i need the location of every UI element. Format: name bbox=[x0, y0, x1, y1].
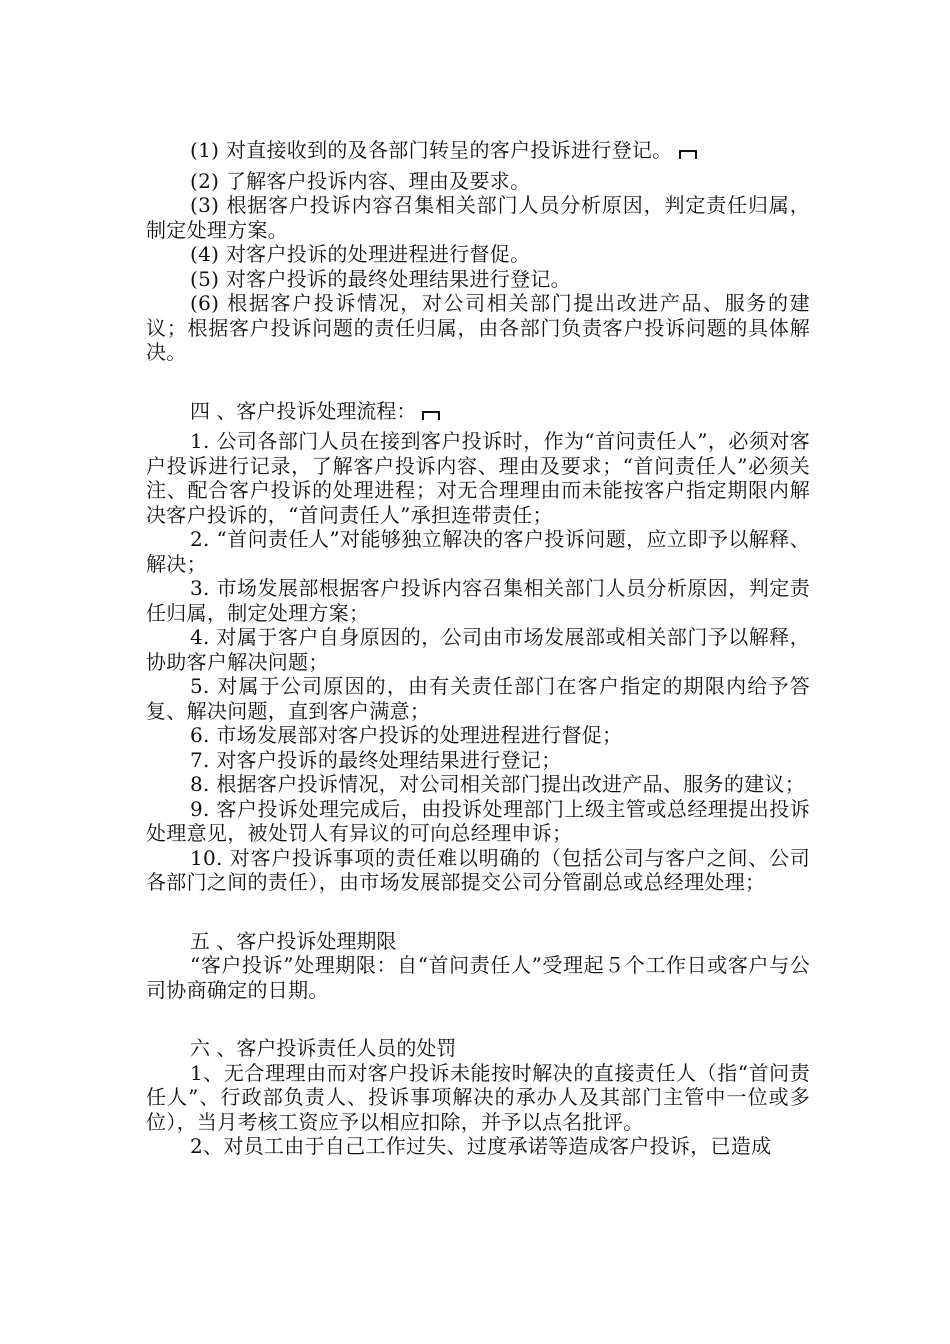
process-step-7: 7. 对客户投诉的最终处理结果进行登记； bbox=[190, 747, 562, 772]
section-4-heading bbox=[146, 399, 810, 424]
edit-mark-icon bbox=[422, 411, 440, 420]
duty-item-1-text: (1) 对直接收到的及各部门转呈的客户投诉进行登记。 bbox=[190, 138, 673, 162]
process-step-9: 9. 客户投诉处理完成后，由投诉处理部门上级主管或总经理提出投诉处理意见，被处罚人有异议的可向总经理申诉； bbox=[146, 796, 810, 845]
process-step-4: 4. 对属于客户自身原因的，公司由市场发展部或相关部门予以解释，协助客户解决问题； bbox=[146, 625, 810, 674]
section-4-heading-text: 四 、客户投诉处理流程： bbox=[190, 398, 417, 423]
process-step-2: 2. “首问责任人”对能够独立解决的客户投诉问题，应立即予以解释、解决； bbox=[146, 527, 810, 576]
process-step-1: 1. 公司各部门人员在接到客户投诉时，作为“首问责任人”，必须对客户投诉进行记录，了解客户投诉内容、理由及要求；“首问责任人”必须关注、配合客户投诉的处理进程；对无合理理由而未能按客户指定期限内解决客户投诉的，“首问责任人”承担连带责任； bbox=[146, 429, 810, 527]
section-6-heading: 六 、客户投诉责任人员的处罚 bbox=[190, 1036, 457, 1060]
duty-item-6: (6) 根据客户投诉情况，对公司相关部门提出改进产品、服务的建议；根据客户投诉问题的责任归属，由各部门负责客户投诉问题的具体解决。 bbox=[146, 291, 810, 364]
penalty-item-2: 2、对员工由于自己工作过失、过度承诺等造成客户投诉，已造成 bbox=[190, 1134, 772, 1158]
edit-mark-icon bbox=[679, 150, 697, 159]
section-5-heading: 五 、客户投诉处理期限 bbox=[190, 928, 397, 953]
process-step-8: 8. 根据客户投诉情况，对公司相关部门提出改进产品、服务的建议； bbox=[190, 772, 806, 796]
penalty-item-1: 1、无合理理由而对客户投诉未能按时解决的直接责任人（指“首问责任人”、行政部负责人、投诉事项解决的承办人及其部门主管中一位或多位），当月考核工资应予以相应扣除，并予以点名批评。 bbox=[146, 1060, 810, 1134]
process-step-6: 6. 市场发展部对客户投诉的处理进程进行督促； bbox=[190, 723, 623, 747]
process-step-5: 5. 对属于公司原因的，由有关责任部门在客户指定的期限内给予答复、解决问题，直到客户满意； bbox=[146, 674, 810, 723]
process-step-3: 3. 市场发展部根据客户投诉内容召集相关部门人员分析原因，判定责任归属，制定处理方案； bbox=[146, 576, 810, 625]
duty-item-5: (5) 对客户投诉的最终处理结果进行登记。 bbox=[190, 266, 571, 291]
document-page bbox=[146, 138, 810, 1159]
process-step-10: 10. 对客户投诉事项的责任难以明确的（包括公司与客户之间、公司各部门之间的责任），由市场发展部提交公司分管副总或总经理处理； bbox=[146, 845, 810, 894]
duty-item-4: (4) 对客户投诉的处理进程进行督促。 bbox=[190, 242, 531, 266]
duty-item-3: (3) 根据客户投诉内容召集相关部门人员分析原因，判定责任归属，制定处理方案。 bbox=[146, 193, 810, 242]
duty-item-1 bbox=[146, 138, 810, 163]
duty-item-2: (2) 了解客户投诉内容、理由及要求。 bbox=[190, 168, 531, 193]
section-5-body: “客户投诉”处理期限：自“首问责任人”受理起５个工作日或客户与公司协商确定的日期。 bbox=[146, 953, 810, 1002]
